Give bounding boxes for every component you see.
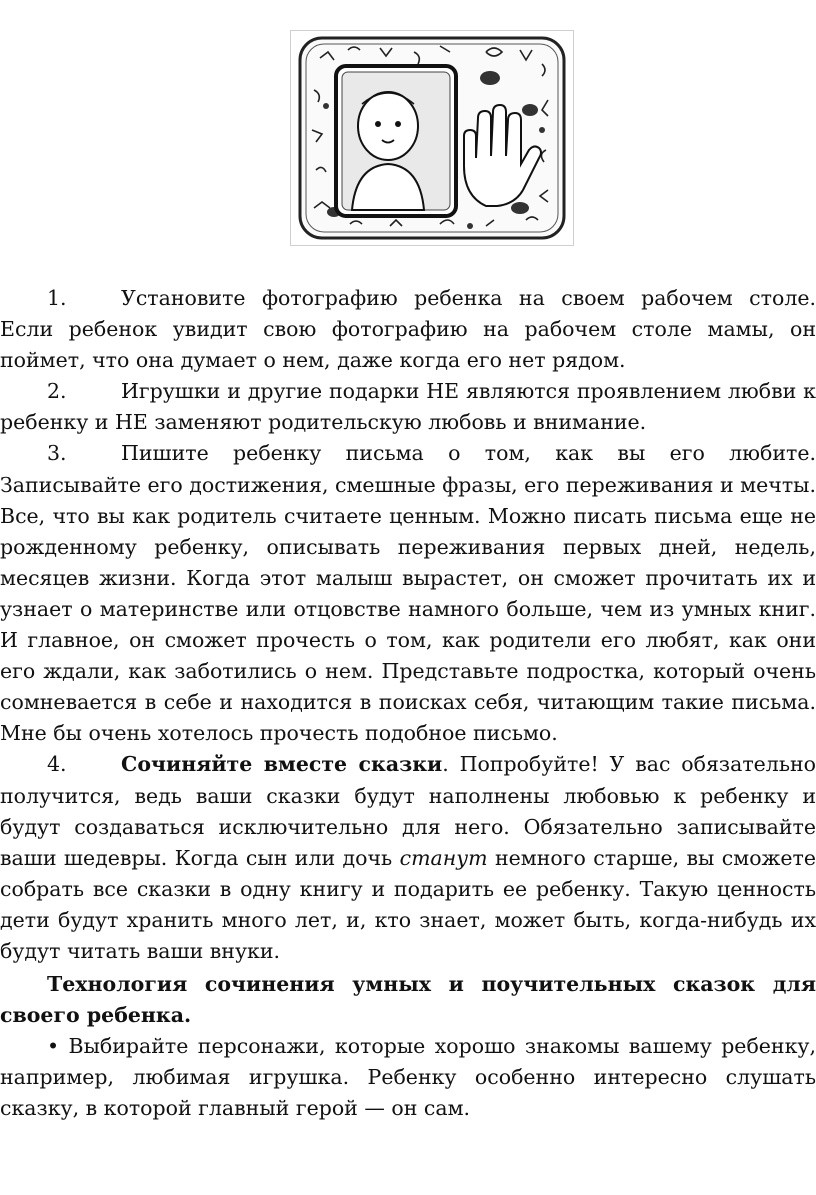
list-item [0,376,816,438]
list-item-text: Пишите ребенку письма о том, как вы его любите. Записывайте его достижения, смешные фразы, его переживания и мечты. Все, что вы как родитель считаете ценным. Можно писать письма еще не рожденному ребенку, описывать переживания первых дней, недель, месяцев жизни. Когда этот малыш вырастет, он сможет прочитать их и узнает о материнстве или отцовстве намного больше, чем из умных книг. И главное, он сможет прочесть о том, как родители его любят, как они его ждали, как заботились о нем. Представьте подростка, который очень сомневается в себе и находится в поисках себя, читающим такие письма. Мне бы очень хотелось прочесть подобное письмо. [0,441,816,746]
list-number: 1. [47,286,67,310]
list-item-text: немного старше, вы сможете собрать все сказки в одну книгу и подарить ее ребенку. Такую ценность дети будут хранить много лет, и, кто знает, может быть, когда-нибудь их будут читать ваши внуки. [0,845,816,963]
list-item [0,283,816,376]
list-number: 2. [47,379,67,404]
bullet-item [0,1031,816,1124]
child-portrait-illustration [290,30,574,246]
list-number: 4. [47,752,67,777]
list-item [0,749,816,967]
bullet-marker: • [47,1034,60,1059]
bullet-item-text: Выбирайте персонажи, которые хорошо знакомы вашему ребенку, например, любимая игрушка. Ребенку особенно интересно слушать сказку, в которой главный герой — он сам. [0,1034,816,1121]
section-heading: Технология сочинения умных и поучительных сказок для своего ребенка. [0,972,816,1028]
list-item-text: . Попробуйте! У вас обязательно получится, ведь ваши сказки будут наполнены любовью к ребенку и будут создаваться исключительно для него. Обязательно записывайте ваши шедевры. Когда сын или дочь [0,752,816,870]
list-number: 3. [47,441,67,466]
article-body [0,283,816,1125]
list-item-text: Игрушки и другие подарки НЕ являются проявлением любви к ребенку и НЕ заменяют родительскую любовь и внимание. [0,379,816,435]
list-item-italic-text: станут [399,845,488,870]
list-item-text: Установите фотографию ребенка на своем рабочем столе. Если ребенок увидит свою фотографию на рабочем столе мамы, он поймет, что она думает о нем, даже когда его нет рядом. [0,286,816,373]
list-item-bold-text: Сочиняйте вместе сказки [121,752,443,777]
list-item [0,438,816,749]
